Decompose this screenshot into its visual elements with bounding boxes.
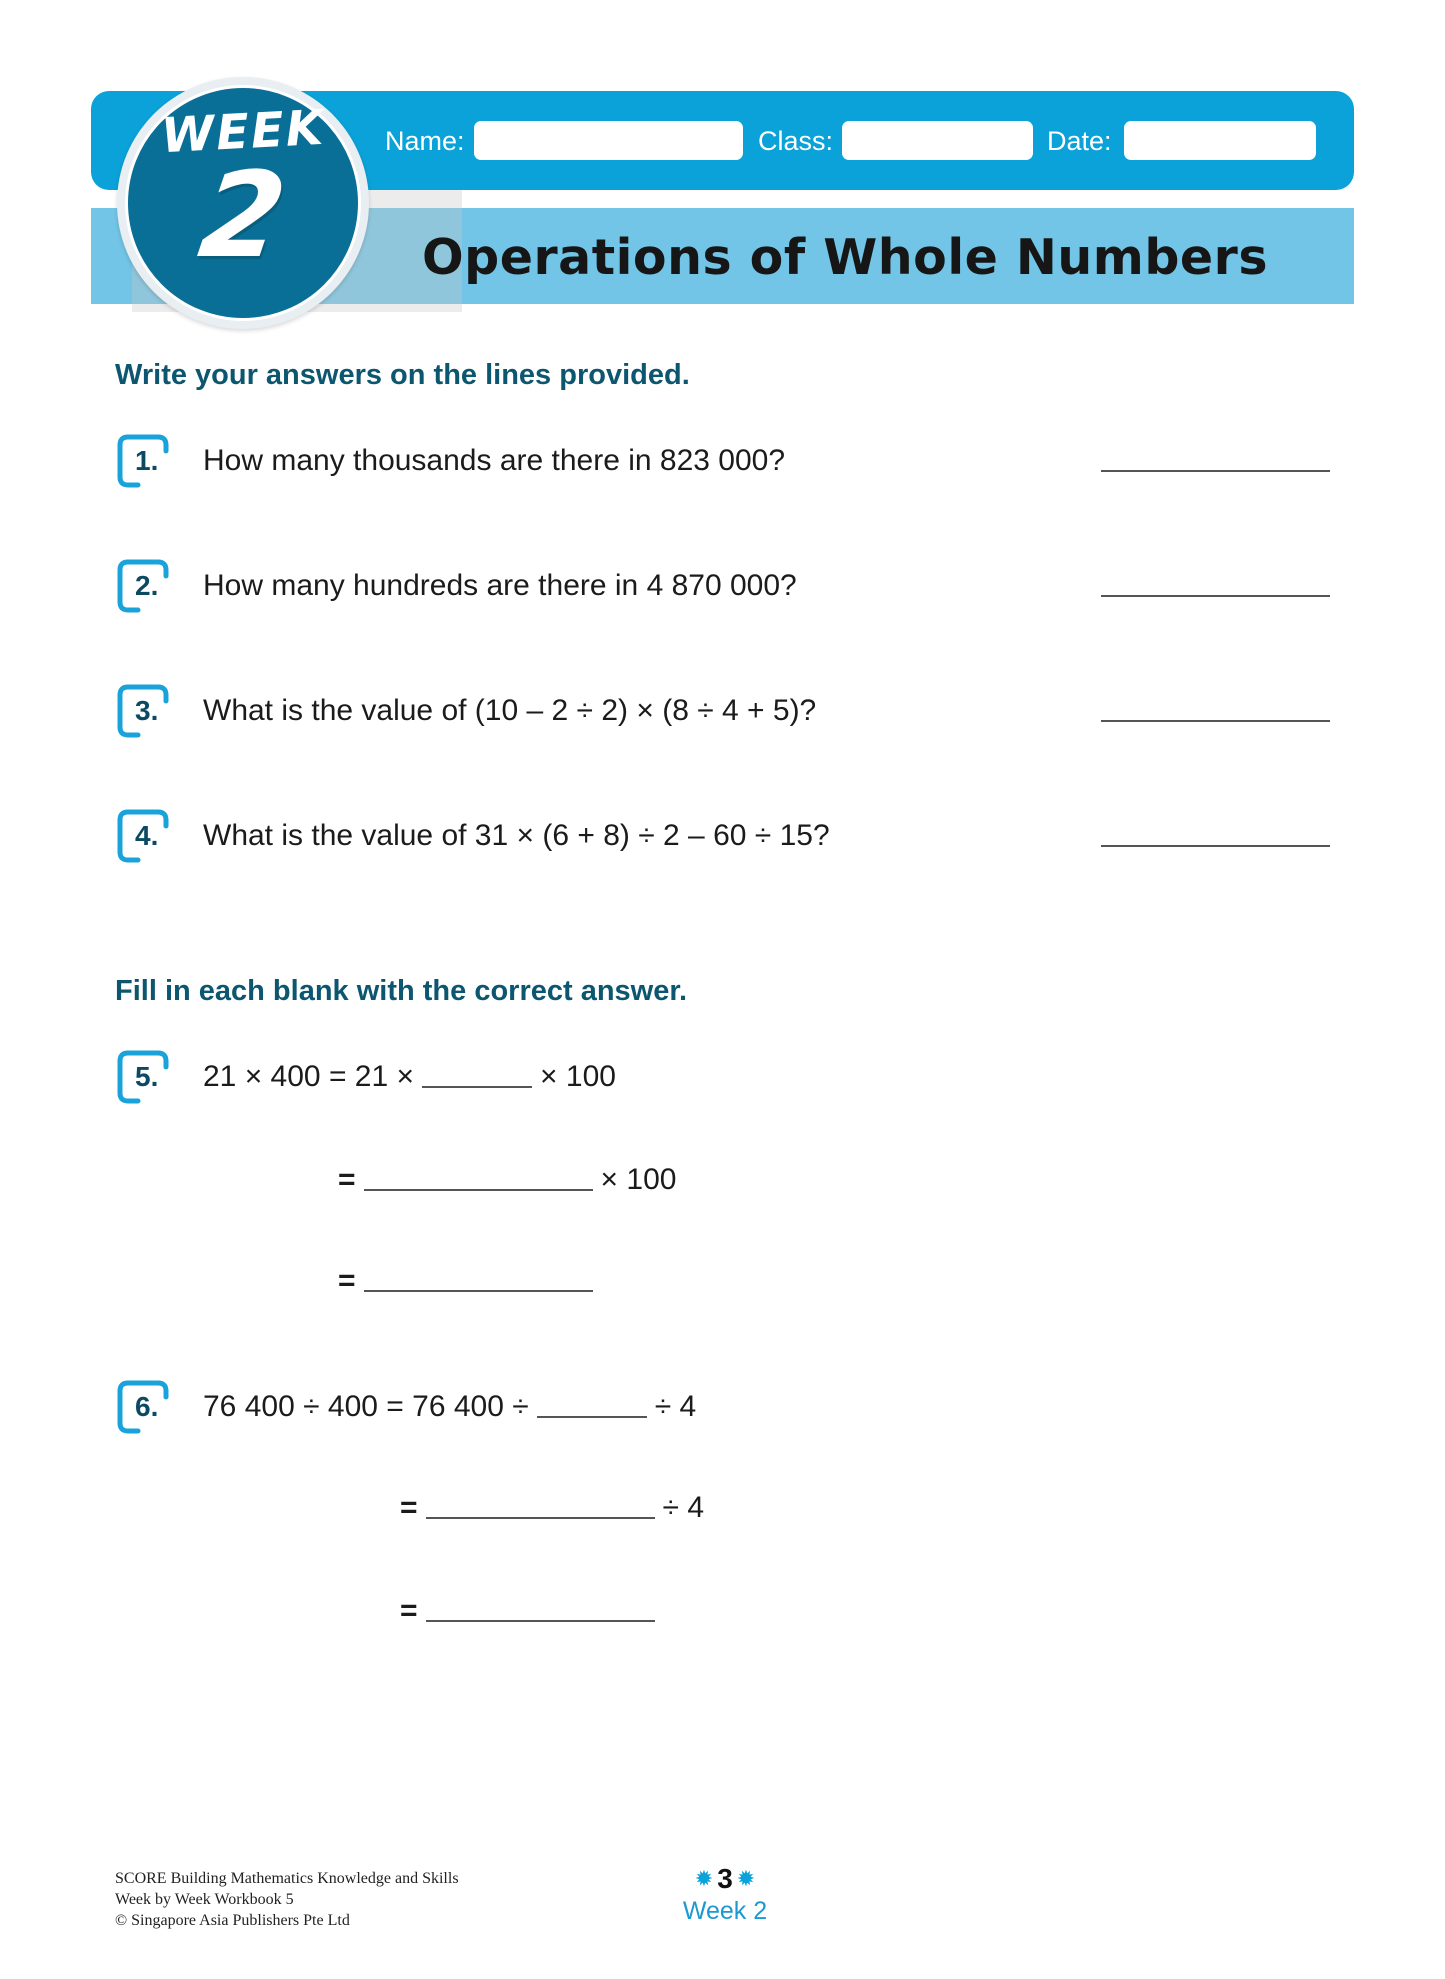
date-label: Date: [1047,126,1112,156]
question-text: How many hundreds are there in 4 870 000? [203,569,797,602]
q5-line3: = [338,1263,601,1299]
answer-line-q4[interactable] [1101,845,1330,847]
q5-blank-3[interactable] [364,1290,593,1292]
q5-blank-2[interactable] [364,1189,593,1191]
footer-line-2: Week by Week Workbook 5 [115,1891,294,1908]
week-number: 2 [192,146,294,284]
q6-line2: = ÷ 4 [400,1491,705,1524]
question-number-badge: 1. [116,433,170,489]
answer-line-q2[interactable] [1101,595,1330,597]
q6-line1: 76 400 ÷ 400 = 76 400 ÷ ÷ 4 [203,1390,697,1423]
star-icon: ✹ [736,1866,756,1891]
page-number: 3 [717,1863,733,1894]
footer-line-3: © Singapore Asia Publishers Pte Ltd [115,1912,350,1929]
question-number-badge: 5. [116,1049,170,1105]
class-field[interactable] [842,121,1033,160]
section1-instruction: Write your answers on the lines provided. [115,359,690,391]
question-text: What is the value of (10 – 2 ÷ 2) × (8 ÷ 4 + 5)? [203,694,817,727]
week-word: WEEK [159,99,327,165]
date-field[interactable] [1124,121,1316,160]
name-field[interactable] [474,121,743,160]
answer-line-q3[interactable] [1101,720,1330,722]
class-label: Class: [758,126,834,156]
section2-instruction: Fill in each blank with the correct answer. [115,975,688,1007]
footer-week-label: Week 2 [682,1897,768,1925]
q5-line1: 21 × 400 = 21 × × 100 [203,1060,616,1093]
question-number-badge: 4. [116,808,170,864]
star-icon: ✹ [694,1866,714,1891]
q6-blank-2[interactable] [426,1517,655,1519]
q6-blank-1[interactable] [537,1416,647,1418]
question-number-badge: 2. [116,558,170,614]
page-title: Operations of Whole Numbers [422,229,1268,286]
question-text: How many thousands are there in 823 000? [203,444,786,477]
q5-line2: = × 100 [338,1163,677,1196]
question-number-badge: 6. [116,1379,170,1435]
question-text: What is the value of 31 × (6 + 8) ÷ 2 – 60 ÷ 15? [203,819,830,852]
q6-blank-3[interactable] [426,1620,655,1622]
question-number-badge: 3. [116,683,170,739]
page-number-group [675,1864,775,1894]
answer-line-q1[interactable] [1101,470,1330,472]
name-label: Name: [385,126,465,156]
footer-line-1: SCORE Building Mathematics Knowledge and Skills [115,1870,459,1887]
q6-line3: = [400,1593,663,1629]
q5-blank-1[interactable] [422,1086,532,1088]
